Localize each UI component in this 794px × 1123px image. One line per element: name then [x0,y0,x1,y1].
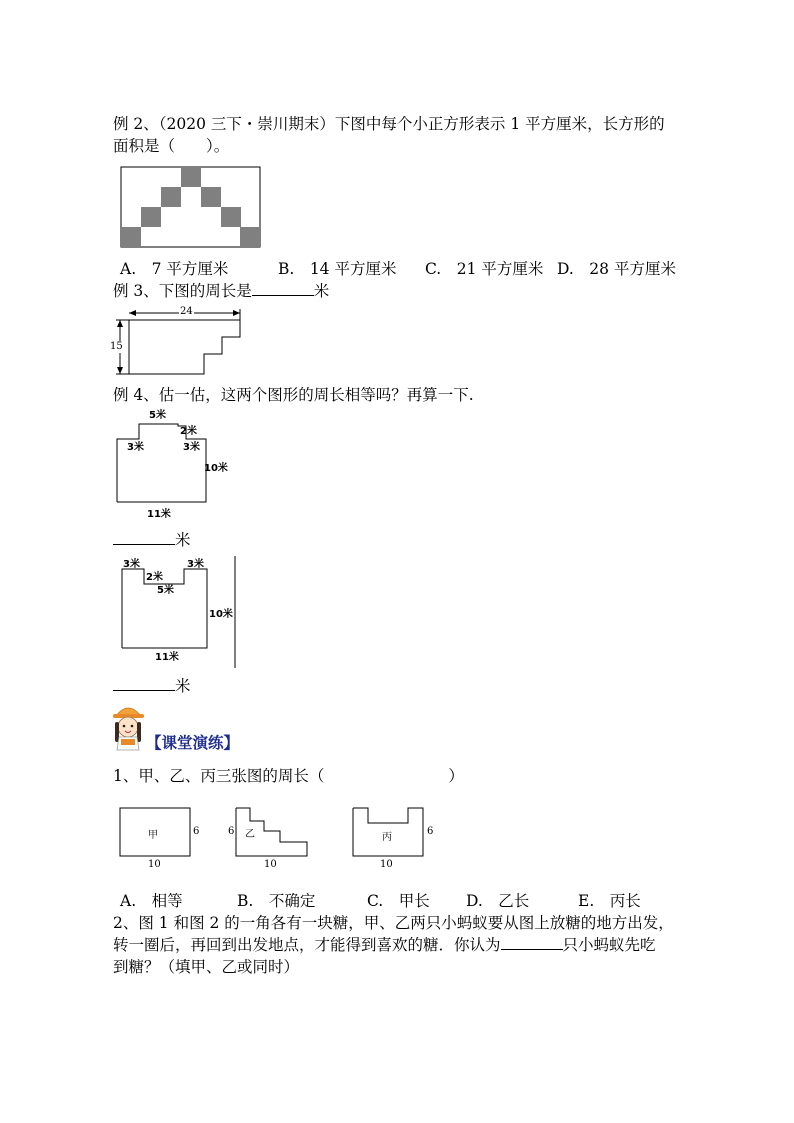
q1-option-d: D. 乙长 [466,892,530,910]
ex4-fig2-label-right: 3米 [187,559,204,570]
ex3-prompt: 例 3、下图的周长是 米 [113,282,330,300]
q1-option-e: E. 丙长 [578,892,641,910]
q2-answer-blank[interactable] [501,935,563,950]
ex4-fig1-label-left: 3米 [127,442,144,453]
ex2-option-d: D. 28 平方厘米 [557,260,676,278]
q1-shape-label-jia: 甲 [148,830,158,841]
q1-shape-yi-width: 10 [264,859,277,870]
section-title: 【课堂演练】 [146,734,240,752]
ex4-prompt: 例 4、估一估，这两个图形的周长相等吗？再算一下. [113,386,474,404]
ex2-option-b: B. 14 平方厘米 [278,260,397,278]
ex2-option-a: A. 7 平方厘米 [120,260,229,278]
q2-text-line3: 到糖？（填甲、乙或同时） [113,958,300,976]
ex4-answer2: 米 [113,675,191,697]
q1-shape-label-bing: 丙 [382,832,392,843]
q1-shape-label-yi: 乙 [245,829,255,840]
ex4-fig2-label-notch-bottom: 5米 [157,585,174,596]
ex4-fig2-label-notch-side: 2米 [146,572,163,583]
ex4-answer1: 米 [113,529,191,551]
q1-option-b: B. 不确定 [237,892,316,910]
q2-text-line1: 2、图 1 和图 2 的一角各有一块糖，甲、乙两只小蚂蚁要从图上放糖的地方出发， [113,914,674,932]
q1-option-c: C. 甲长 [367,892,430,910]
ex4-fig2-label-side: 10米 [209,609,233,620]
ex2-text-line2: 面积是（ ）。 [113,137,230,155]
q1-shape-jia-width: 10 [148,859,161,870]
q2-text-line2: 转一圈后，再回到出发地点，才能得到喜欢的糖．你认为 只小蚂蚁先吃 [113,936,656,954]
ex4-fig1-label-step: 2米 [180,426,197,437]
ex4-fig2-label-left: 3米 [123,559,140,570]
ex2-option-c: C. 21 平方厘米 [425,260,544,278]
ex4-fig1-label-side: 10米 [204,463,228,474]
ex3-label-top: 24 [180,306,193,317]
ex4-fig2-label-bottom: 11米 [155,652,179,663]
ex4-fig1-label-top: 5米 [149,410,166,421]
ex4-fig1-label-right: 3米 [183,442,200,453]
q1-shape-bing-width: 10 [380,859,393,870]
ex3-label-left: 15 [110,341,123,352]
ex2-text-line1: 例 2、（2020 三下・崇川期末）下图中每个小正方形表示 1 平方厘米，长方形的 [113,115,665,133]
ex4-fig1-label-bottom: 11米 [147,509,171,520]
q1-prompt: 1、甲、乙、丙三张图的周长（ ） [113,767,464,785]
q1-option-a: A. 相等 [120,892,183,910]
q1-shape-yi-height: 6 [228,826,235,837]
q1-shape-jia-height: 6 [193,826,200,837]
q1-shape-bing-height: 6 [427,826,434,837]
